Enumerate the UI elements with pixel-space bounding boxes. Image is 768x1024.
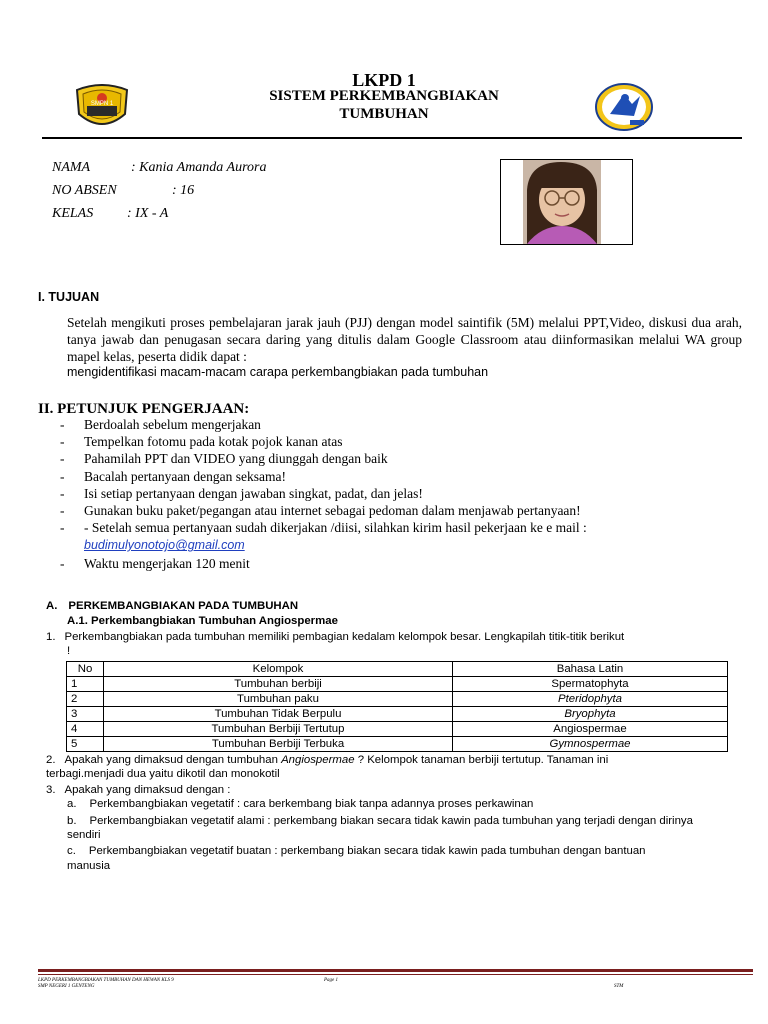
question-2: 2. Apakah yang dimaksud dengan tumbuhan Angiospermae ? Kelompok tanaman berbiji tertutup. Tanaman ini	[46, 754, 609, 766]
table-cell: Angiospermae	[453, 722, 728, 737]
table-cell: Bryophyta	[453, 707, 728, 722]
email-link[interactable]: budimulyonotojo@gmail.com	[84, 538, 245, 553]
question-3b: b. Perkembangbiakan vegetatif alami : perkembang biakan secara tidak kawin pada tumbuhan yang terjadi dengan dirinya	[67, 815, 693, 827]
list-item: - Tempelkan fotomu pada kotak pojok kanan atas	[60, 434, 343, 450]
table-cell: Gymnospermae	[453, 737, 728, 752]
table-header: No	[67, 662, 104, 677]
table-cell: Tumbuhan paku	[104, 692, 453, 707]
footer-divider	[38, 969, 753, 972]
list-item: - Gunakan buku paket/pegangan atau internet sebagai pedoman dalam menjawab pertanyaan!	[60, 502, 581, 518]
question-2-cont: terbagi.menjadi dua yaitu dikotil dan monokotil	[46, 768, 280, 780]
table-cell: Pteridophyta	[453, 692, 728, 707]
table-cell: 4	[67, 722, 104, 737]
table-header: Bahasa Latin	[453, 662, 728, 677]
nama-label: NAMA	[52, 160, 91, 175]
question-3c: c. Perkembangbiakan vegetatif buatan : perkembang biakan secara tidak kawin pada tumbuhan dengan bantuan	[67, 845, 646, 857]
absen-value: : 16	[172, 183, 195, 198]
footer-page: Page 1	[324, 978, 339, 983]
nama-value: : Kania Amanda Aurora	[131, 160, 267, 175]
kelas-value: : IX - A	[127, 206, 169, 221]
tujuan-heading: I. TUJUAN	[38, 290, 100, 304]
footer-left-2: SMP NEGERI 1 GENTENG	[38, 984, 95, 989]
table-row	[67, 737, 728, 752]
table-cell: Tumbuhan Tidak Berpulu	[104, 707, 453, 722]
page-subtitle-line2: TUMBUHAN	[339, 106, 429, 122]
table-row	[67, 722, 728, 737]
question-3: 3. Apakah yang dimaksud dengan :	[46, 784, 231, 796]
table-cell: Tumbuhan Berbiji Terbuka	[104, 737, 453, 752]
list-item: - Berdoalah sebelum mengerjakan	[60, 417, 261, 432]
school-logo-text: SMPN 1	[90, 101, 114, 107]
question-3c-cont: manusia	[67, 860, 111, 872]
question-3b-cont: sendiri	[67, 829, 101, 841]
footer-right: STM	[614, 984, 624, 989]
list-item: - Waktu mengerjakan 120 menit	[60, 555, 250, 571]
email-item	[60, 536, 750, 553]
page-subtitle-line1: SISTEM PERKEMBANGBIAKAN	[269, 88, 499, 104]
table-cell: 5	[67, 737, 104, 752]
footer-divider-thin	[38, 974, 753, 975]
header-divider	[42, 137, 742, 139]
partA-heading: A. PERKEMBANGBIAKAN PADA TUMBUHAN	[46, 600, 299, 612]
list-item: - Pahamilah PPT dan VIDEO yang diunggah dengan baik	[60, 451, 388, 467]
list-item: - Bacalah pertanyaan dengan seksama!	[60, 468, 287, 484]
question-1: 1. Perkembangbiakan pada tumbuhan memiliki pembagian kedalam kelompok besar. Lengkapilah titik-titik berikut	[46, 631, 625, 643]
education-logo-icon	[594, 82, 654, 132]
table-row	[67, 707, 728, 722]
kelompok-table	[66, 661, 728, 752]
table-row	[67, 677, 728, 692]
table-cell: Tumbuhan Berbiji Tertutup	[104, 722, 453, 737]
table-header: Kelompok	[104, 662, 453, 677]
footer-left-1: LKPD PERKEMBANGBIAKAN TUMBUHAN DAN HEWAN KLS 9	[38, 978, 174, 983]
tujuan-goal: mengidentifikasi macam-macam carapa perkembangbiakan pada tumbuhan	[67, 365, 489, 379]
table-cell: Spermatophyta	[453, 677, 728, 692]
list-item: - - Setelah semua pertanyaan sudah dikerjakan /diisi, silahkan kirim hasil pekerjaan ke e mail :	[60, 520, 587, 536]
page-title: LKPD 1	[352, 70, 416, 90]
petunjuk-list	[60, 416, 750, 572]
tujuan-paragraph: Setelah mengikuti proses pembelajaran jarak jauh (PJJ) dengan model saintifik (5M) melalui PPT,Video, diskusi dua arah, tanya jawab dan penugasan secara daring yang ditulis dalam Google Classroom atau diinformasikan melalui WA group mapel kelas, peserta didik dapat :	[67, 315, 742, 364]
table-header-row	[67, 662, 728, 677]
student-photo	[501, 160, 632, 244]
absen-label: NO ABSEN	[52, 183, 117, 198]
table-cell: Tumbuhan berbiji	[104, 677, 453, 692]
photo-box	[500, 159, 633, 245]
kelas-label: KELAS	[52, 206, 94, 221]
partA-subheading: A.1. Perkembangbiakan Tumbuhan Angiospermae	[67, 615, 338, 627]
table-cell: 3	[67, 707, 104, 722]
table-cell: 1	[67, 677, 104, 692]
question-1-cont: !	[67, 645, 71, 657]
petunjuk-heading: II. PETUNJUK PENGERJAAN:	[38, 401, 250, 417]
question-3a: a. Perkembangbiakan vegetatif : cara berkembang biak tanpa adannya proses perkawinan	[67, 798, 534, 810]
list-item: - Isi setiap pertanyaan dengan jawaban singkat, padat, dan jelas!	[60, 485, 423, 501]
table-cell: 2	[67, 692, 104, 707]
table-row	[67, 692, 728, 707]
